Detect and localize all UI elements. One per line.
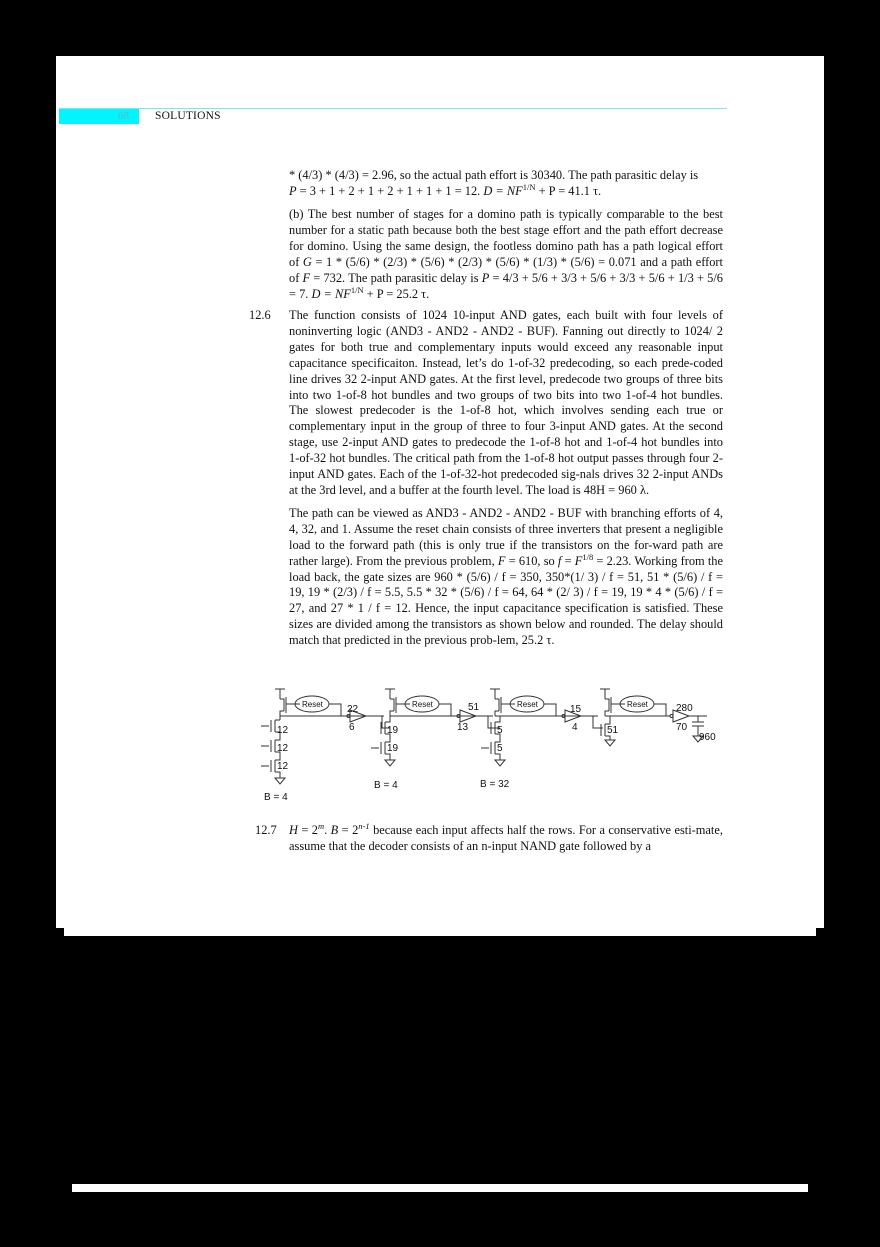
para-span: = 2.23. Working from the load back, the gate sizes are 960 * (5/6) / f = 350, 350*(1/ 3) / f = 51, 51 * (5/6) / f = 19, 19 * (2/3) / f = 5.5, 5.5 * 32 * (5/6) / f = 64, 64 * (2/ 3) / f = 19, 19 * 4 * (5/6) / f = 27, and 27 * 1 / f = 12. Hence, the input capacitance specification is satisfied. These sizes are divided among the transistors as shown below and rounded. The delay should match that predicted in the previous prob-lem, 25.2 τ. bbox=[289, 553, 723, 648]
problem-12-7-body bbox=[289, 823, 723, 855]
nmos-size: 12 bbox=[277, 743, 289, 754]
branching-label: B = 4 bbox=[374, 780, 398, 791]
inverter-out-size: 280 bbox=[676, 703, 693, 714]
var-f: F bbox=[574, 553, 583, 568]
inverter-out-size: 51 bbox=[468, 702, 480, 713]
page-shadow-edge bbox=[64, 928, 816, 936]
inverter-out-size: 22 bbox=[347, 704, 359, 715]
var-b: B bbox=[330, 823, 339, 837]
eq-span: = 2 bbox=[297, 823, 318, 837]
nmos-size: 5 bbox=[497, 743, 503, 754]
nmos-size: 12 bbox=[277, 725, 289, 736]
var-p: P bbox=[289, 183, 297, 198]
problem-12-7-text bbox=[289, 823, 723, 855]
problem-number-12-7: 12.7 bbox=[255, 823, 277, 837]
delay-result: + P = 41.1 τ. bbox=[535, 183, 602, 198]
exponent: m bbox=[318, 821, 325, 831]
para-span: = bbox=[561, 553, 575, 568]
problem-12-6-para-2 bbox=[289, 506, 723, 649]
inverter-in-size: 13 bbox=[457, 722, 469, 733]
exponent: 1/8 bbox=[582, 551, 594, 562]
var-h: H bbox=[289, 823, 298, 837]
para-span: = 610, so bbox=[505, 553, 558, 568]
inverter-in-size: 70 bbox=[676, 722, 688, 733]
part-b-span: = 732. The path parasitic delay is bbox=[310, 270, 482, 285]
exponent: 1/N bbox=[350, 284, 364, 295]
part-b-span: = 4/3 + 5/6 + 3/3 + 5/6 + 3/3 + 5/6 + 1/3 + 5/6 = 7. bbox=[289, 270, 723, 301]
inverter-out-size: 15 bbox=[570, 704, 582, 715]
eq-span: = 2 bbox=[338, 823, 359, 837]
cont-line-2 bbox=[289, 181, 723, 200]
nmos-size: 12 bbox=[277, 761, 289, 772]
var-d: D = NF bbox=[311, 286, 351, 301]
nmos-size: 5 bbox=[497, 725, 503, 736]
var-f: f bbox=[557, 553, 562, 568]
problem-12-6-para-1: The function consists of 1024 10-input AND gates, each built with four levels of noninverting logic (AND3 - AND2 - AND2 - BUF). Fanning out directly to 1024/ 2 gates for both true and complementary inputs would exceed any reasonable input capacitance specificaiton. Instead, let’s do 1-of-32 predecoding, so each prede-coded line drives 32 2-input AND gates. At the first level, predecode two groups of three bits into two 1-of-8 hot bundles and two groups of two bits into two 1-of-4 hot bundles. The slowest predecoder is the 1-of-8 hot, which involves sending each true or complementary input in the group of three to four 3-input AND gates. At the second stage, use 2-input AND gates to predecode the 1-of-8 hot and 1-of-4 hot bundles into 1-of-32 hot bundles. The critical path from the 1-of-8 hot output passes through four 2-input AND gates. Each of the 1-of-32-hot predecoded sig-nals drives 32 2-input ANDs at the 3rd level, and a buffer at the fourth level. The load is 48H = 960 λ. bbox=[289, 308, 723, 497]
part-b-span: = 1 * (5/6) * (2/3) * (5/6) * (2/3) * (5/6) * (1/3) * (5/6) = 0.071 and a path effort of bbox=[289, 254, 723, 285]
part-b-span: (b) The best number of stages for a domino path is typically comparable to the best number for a static path because both the best stage effort and the path effort decrease for domino. Using the same design, the footless domino path has a path logical effort of bbox=[289, 207, 723, 269]
part-b-paragraph bbox=[289, 207, 723, 302]
problem-12-7-rest: because each input affects half the rows. For a conservative esti-mate, assume that the decoder consists of an n-input NAND gate followed by a bbox=[289, 823, 723, 853]
branching-label: B = 4 bbox=[264, 792, 288, 803]
inverter-in-size: 4 bbox=[572, 722, 578, 733]
para-span: The path can be viewed as AND3 - AND2 - AND2 - BUF with branching efforts of 4, 4, 32, and 1. Assume the reset chain consists of three inverters that present a negligible load to the forward path (this is only true if the transistors on the for-ward path are rather large). From the previous problem, bbox=[289, 505, 723, 568]
reset-label: Reset bbox=[412, 700, 433, 709]
load-cap-size: 960 bbox=[699, 732, 716, 743]
domino-decoder-circuit bbox=[255, 686, 725, 806]
bottom-scroll-strip bbox=[72, 1184, 808, 1192]
exponent: 1/N bbox=[522, 181, 536, 192]
var-d: D = NF bbox=[483, 183, 523, 198]
exponent: n-1 bbox=[358, 821, 370, 831]
branching-label: B = 32 bbox=[480, 779, 510, 790]
reset-label: Reset bbox=[302, 700, 323, 709]
var-g: G bbox=[302, 254, 312, 269]
problem-12-6-body bbox=[289, 308, 723, 649]
part-b-span: + P = 25.2 τ. bbox=[363, 286, 430, 301]
reset-label: Reset bbox=[517, 700, 538, 709]
var-p: P bbox=[481, 270, 490, 285]
part-b-text bbox=[289, 207, 723, 302]
page-number: 68 bbox=[118, 110, 129, 122]
separator: . bbox=[324, 823, 331, 837]
reset-label: Reset bbox=[627, 700, 648, 709]
problem-number-12-6: 12.6 bbox=[249, 308, 271, 322]
var-f: F bbox=[497, 553, 506, 568]
var-f: F bbox=[302, 270, 311, 285]
nmos-size: 51 bbox=[607, 725, 619, 736]
inverter-in-size: 6 bbox=[349, 722, 355, 733]
continued-text bbox=[289, 168, 723, 200]
nmos-size: 19 bbox=[387, 743, 399, 754]
cont-line-1: * (4/3) * (4/3) = 2.96, so the actual path effort is 30340. The path parasitic delay is bbox=[289, 168, 699, 182]
nmos-size: 19 bbox=[387, 725, 399, 736]
parasitic-sum: = 3 + 1 + 2 + 1 + 2 + 1 + 1 + 1 = 12. bbox=[296, 183, 484, 198]
running-header: SOLUTIONS bbox=[155, 110, 221, 122]
